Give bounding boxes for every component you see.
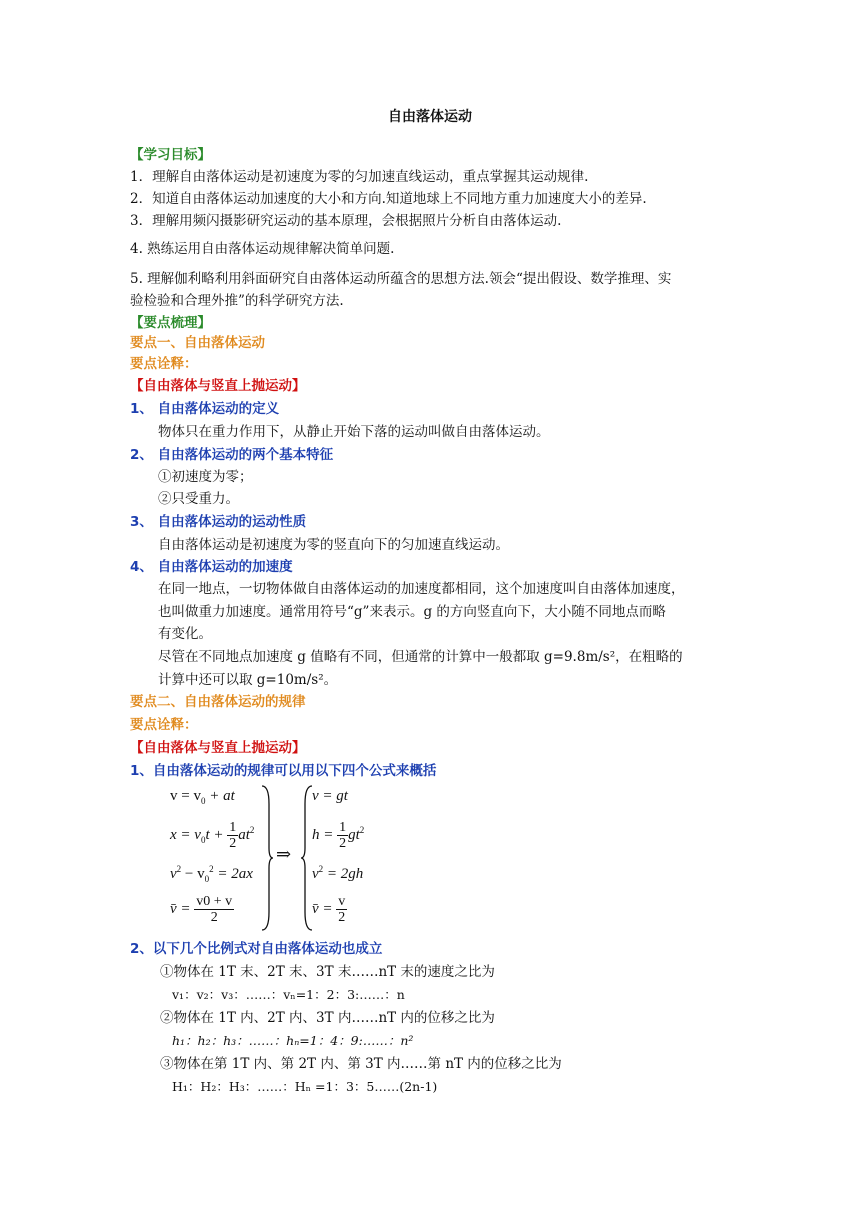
ratio-2-text: ②物体在 1T 内、2T 内、3T 内……nT 内的位移之比为	[160, 1010, 495, 1026]
goals-header: 【学习目标】	[130, 147, 211, 163]
formula-displacement: $x = v_0t$ + $\frac{1}{2}$ $at^2$	[170, 820, 255, 851]
goal-2: 2．知道自由落体运动加速度的大小和方向.知道地球上不同地方重力加速度大小的差异.	[130, 191, 647, 207]
p1-item2-heading: 2、 自由落体运动的两个基本特征	[130, 447, 334, 463]
p1-item2-line2: ②只受重力。	[158, 491, 239, 507]
points-header: 【要点梳理】	[130, 315, 211, 331]
ratio-1-formula: v₁：v₂：v₃：……：vₙ=1：2：3:……：n	[172, 987, 405, 1002]
implies-arrow: ⇒	[276, 844, 292, 864]
ratio-3-formula: H₁：H₂：H₃：……：Hₙ =1：3：5……(2n-1)	[172, 1079, 438, 1094]
page-title: 自由落体运动	[388, 109, 472, 125]
p1-item1-line1: 物体只在重力作用下，从静止开始下落的运动叫做自由落体运动。	[158, 424, 550, 440]
goal-1: 1．理解自由落体运动是初速度为零的匀加速直线运动，重点掌握其运动规律.	[130, 169, 589, 185]
p2-item2: 2、以下几个比例式对自由落体运动也成立	[130, 941, 383, 957]
goal-4: 4. 熟练运用自由落体运动规律解决简单问题.	[130, 241, 395, 257]
ratio-2-formula: h₁：h₂：h₃：……：hₙ=1：4：9:……：n²	[172, 1033, 414, 1048]
ratio-1-text: ①物体在 1T 末、2T 末、3T 末……nT 末的速度之比为	[160, 964, 495, 980]
p1-item4-line5: 计算中还可以取 g=10m/s²。	[158, 672, 338, 688]
p1-item3-heading: 3、 自由落体运动的运动性质	[130, 514, 307, 530]
goal-5-cont: 验检验和合理外推”的科学研究方法.	[130, 293, 344, 309]
p2-item1: 1、自由落体运动的规律可以用以下四个公式来概括	[130, 763, 437, 779]
goal-5: 5. 理解伽利略利用斜面研究自由落体运动所蕴含的思想方法.领会“提出假设、数学推理、实	[130, 271, 672, 287]
formula-free-fall-velocity-squared: $v^2 = 2gh$	[312, 864, 364, 882]
formula-block	[160, 784, 390, 934]
point2-explain: 要点诠释：	[130, 717, 198, 733]
goal-3: 3．理解用频闪摄影研究运动的基本原理，会根据照片分析自由落体运动.	[130, 213, 562, 229]
formula-free-fall-velocity: v = gt	[312, 788, 348, 804]
p1-item4-line1: 在同一地点，一切物体做自由落体运动的加速度都相同，这个加速度叫自由落体加速度，	[158, 581, 685, 597]
point1-explain: 要点诠释：	[130, 356, 198, 372]
point2-title: 要点二、自由落体运动的规律	[130, 694, 306, 710]
p1-item4-line3: 有变化。	[158, 626, 212, 642]
p1-item4-heading: 4、 自由落体运动的加速度	[130, 559, 293, 575]
formula-average-velocity: v̄ = $\frac{v0 + v}{2}$	[170, 894, 233, 925]
point1-link[interactable]: 【自由落体与竖直上抛运动】	[130, 378, 306, 394]
p1-item2-line1: ①初速度为零；	[158, 469, 253, 485]
formula-velocity: $v = v_0$ + at	[170, 788, 235, 806]
p1-item1-heading: 1、 自由落体运动的定义	[130, 401, 280, 417]
formula-velocity-squared: $v^2 - v_0^2 = 2ax$	[170, 864, 253, 884]
p1-item4-line4: 尽管在不同地点加速度 g 值略有不同，但通常的计算中一般都取 g=9.8m/s²，在粗略的	[158, 649, 683, 665]
right-brace	[260, 784, 274, 932]
formula-free-fall-height: h = $\frac{1}{2}$ $gt^2$	[312, 820, 365, 851]
point1-title: 要点一、自由落体运动	[130, 335, 265, 351]
p1-item4-line2: 也叫做重力加速度。通常用符号“g”来表示。g 的方向竖直向下，大小随不同地点而略	[158, 604, 666, 620]
p1-item3-line1: 自由落体运动是初速度为零的竖直向下的匀加速直线运动。	[158, 537, 509, 553]
ratio-3-text: ③物体在第 1T 内、第 2T 内、第 3T 内……第 nT 内的位移之比为	[160, 1056, 562, 1072]
point2-link[interactable]: 【自由落体与竖直上抛运动】	[130, 740, 306, 756]
formula-free-fall-average: v̄ = $\frac{v}{2}$	[312, 894, 346, 925]
